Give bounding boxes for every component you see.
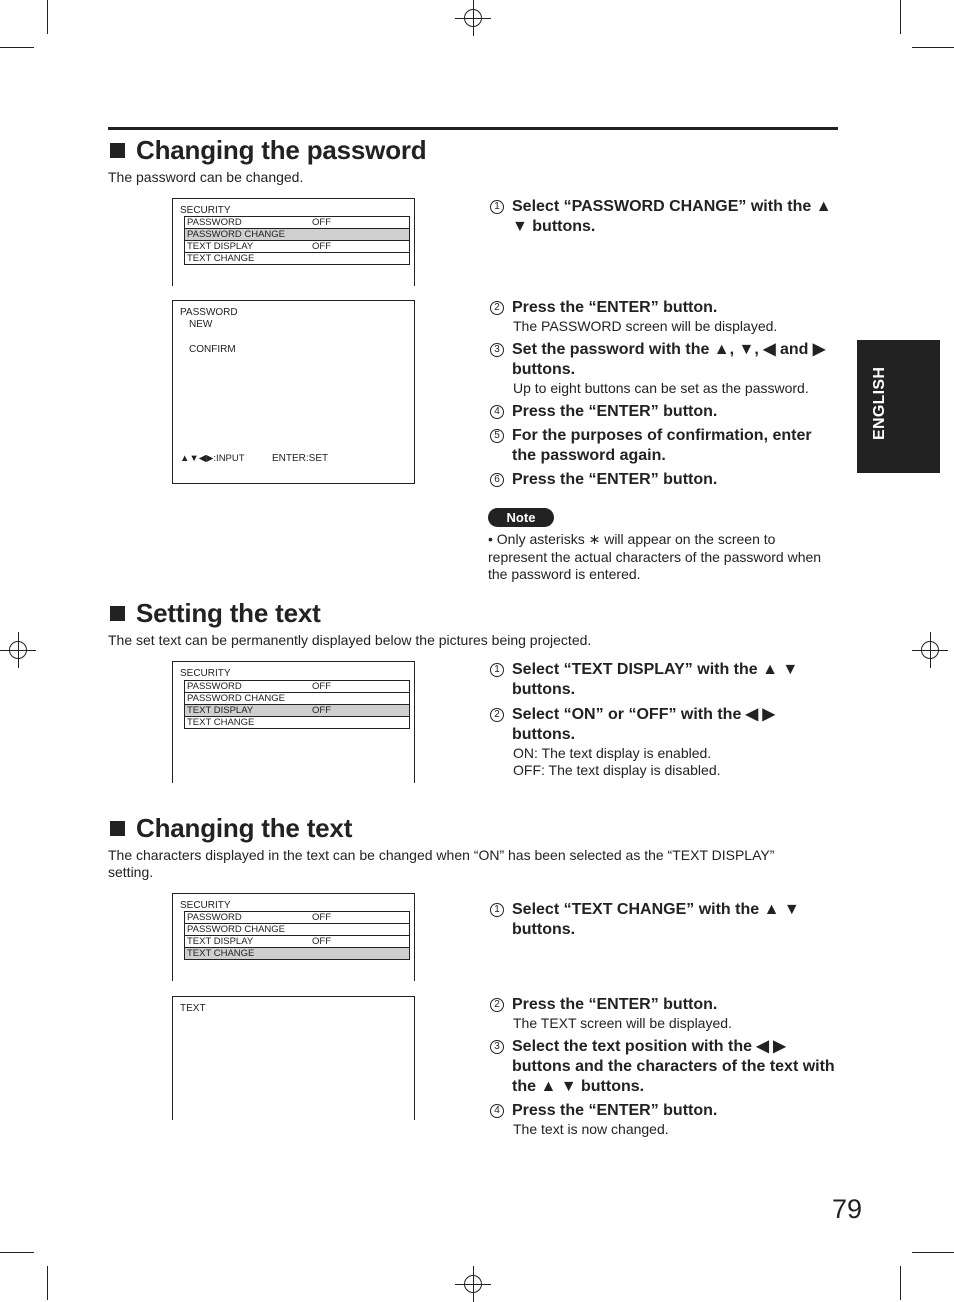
menu-row-text-display[interactable]: TEXT DISPLAY OFF	[185, 705, 409, 717]
registration-mark-icon	[0, 632, 36, 668]
menu-row-password-change[interactable]: PASSWORD CHANGE	[185, 229, 409, 241]
section-intro: The set text can be permanently displayed below the pictures being projected.	[108, 632, 592, 648]
menu-row-text-change[interactable]: TEXT CHANGE	[185, 717, 409, 729]
menu-row-password-change[interactable]: PASSWORD CHANGE	[185, 924, 409, 936]
step-1: 1 Select “TEXT DISPLAY” with the ▲ ▼ buttons.	[490, 660, 840, 700]
crop-mark	[0, 1252, 34, 1253]
setting-text-steps	[490, 660, 840, 779]
step-5: 5 For the purposes of confirmation, enter the password again.	[490, 426, 840, 466]
note-badge: Note	[488, 508, 554, 527]
step-4: 4 Press the “ENTER” button.	[490, 1101, 840, 1121]
step-3: 3 Select the text position with the ◀ ▶ buttons and the characters of the text with the ▲ ▼ buttons.	[490, 1037, 840, 1097]
registration-mark-icon	[455, 0, 491, 36]
crop-mark	[912, 1252, 954, 1253]
screen-title: SECURITY	[180, 900, 231, 911]
square-bullet-icon	[110, 143, 125, 158]
security-menu-screen	[172, 893, 415, 981]
screen-title: TEXT	[180, 1003, 206, 1014]
screen-title: PASSWORD	[180, 307, 238, 318]
section-intro: The password can be changed.	[108, 169, 304, 185]
step-3: 3 Set the password with the ▲, ▼, ◀ and ▶ buttons.	[490, 340, 840, 380]
step-2: 2 Press the “ENTER” button.	[490, 995, 840, 1015]
section-heading-setting-text: Setting the text	[110, 598, 321, 629]
step-2-desc: The TEXT screen will be displayed.	[513, 1015, 732, 1031]
step-2: 2 Select “ON” or “OFF” with the ◀ ▶ buttons.	[490, 705, 840, 745]
text-screen	[172, 996, 415, 1120]
section-heading-password: Changing the password	[110, 135, 426, 166]
crop-mark	[0, 47, 34, 48]
menu-row-text-change[interactable]: TEXT CHANGE	[185, 948, 409, 960]
menu-row-password[interactable]: PASSWORD OFF	[185, 681, 409, 693]
header-rule	[108, 127, 838, 130]
note-text: • Only asterisks ∗ will appear on the screen to represent the actual characters of the password when the password is entered.	[488, 531, 822, 582]
screen-title: SECURITY	[180, 668, 231, 679]
crop-mark	[912, 47, 954, 48]
password-steps-cont	[490, 298, 840, 490]
step-2-desc: The PASSWORD screen will be displayed.	[513, 318, 778, 334]
registration-mark-icon	[912, 632, 948, 668]
menu-row-password[interactable]: PASSWORD OFF	[185, 912, 409, 924]
footer-input-hint: ▲▼◀▶:INPUT	[180, 453, 245, 464]
security-menu	[184, 216, 410, 265]
screen-title: SECURITY	[180, 205, 231, 216]
menu-row-text-display[interactable]: TEXT DISPLAY OFF	[185, 241, 409, 253]
menu-row-text-display[interactable]: TEXT DISPLAY OFF	[185, 936, 409, 948]
step-2-desc-on: ON: The text display is enabled.	[513, 745, 712, 761]
menu-row-text-change[interactable]: TEXT CHANGE	[185, 253, 409, 265]
language-tab: ENGLISH	[857, 340, 940, 473]
menu-row-password[interactable]: PASSWORD OFF	[185, 217, 409, 229]
confirm-password-label: CONFIRM	[189, 344, 236, 355]
step-3-desc: Up to eight buttons can be set as the password.	[513, 380, 809, 396]
footer-set-hint: ENTER:SET	[272, 453, 329, 464]
changing-text-steps	[490, 900, 840, 940]
page-number: 79	[832, 1194, 863, 1224]
step-2: 2 Press the “ENTER” button.	[490, 298, 840, 318]
crop-mark	[47, 0, 48, 34]
step-6: 6 Press the “ENTER” button.	[490, 470, 840, 490]
security-menu	[184, 680, 410, 729]
section-heading-changing-text: Changing the text	[110, 813, 352, 844]
security-menu-screen	[172, 198, 415, 286]
step-4-desc: The text is now changed.	[513, 1121, 669, 1137]
password-steps	[490, 197, 840, 237]
square-bullet-icon	[110, 821, 125, 836]
registration-mark-icon	[455, 1266, 491, 1302]
step-1: 1 Select “PASSWORD CHANGE” with the ▲ ▼ buttons.	[490, 197, 840, 237]
new-password-label: NEW	[189, 319, 213, 330]
crop-mark	[900, 1266, 901, 1300]
crop-mark	[900, 0, 901, 34]
step-4: 4 Press the “ENTER” button.	[490, 402, 840, 422]
crop-mark	[47, 1266, 48, 1300]
security-menu-screen	[172, 661, 415, 783]
section-intro: The characters displayed in the text can be changed when “ON” has been selected as the “TEXT DISPLAY” setting.	[108, 847, 775, 880]
step-2-desc-off: OFF: The text display is disabled.	[513, 762, 721, 778]
security-menu	[184, 911, 410, 960]
step-1: 1 Select “TEXT CHANGE” with the ▲ ▼ buttons.	[490, 900, 840, 940]
square-bullet-icon	[110, 606, 125, 621]
changing-text-steps-cont	[490, 995, 840, 1138]
menu-row-password-change[interactable]: PASSWORD CHANGE	[185, 693, 409, 705]
password-screen	[172, 300, 415, 484]
